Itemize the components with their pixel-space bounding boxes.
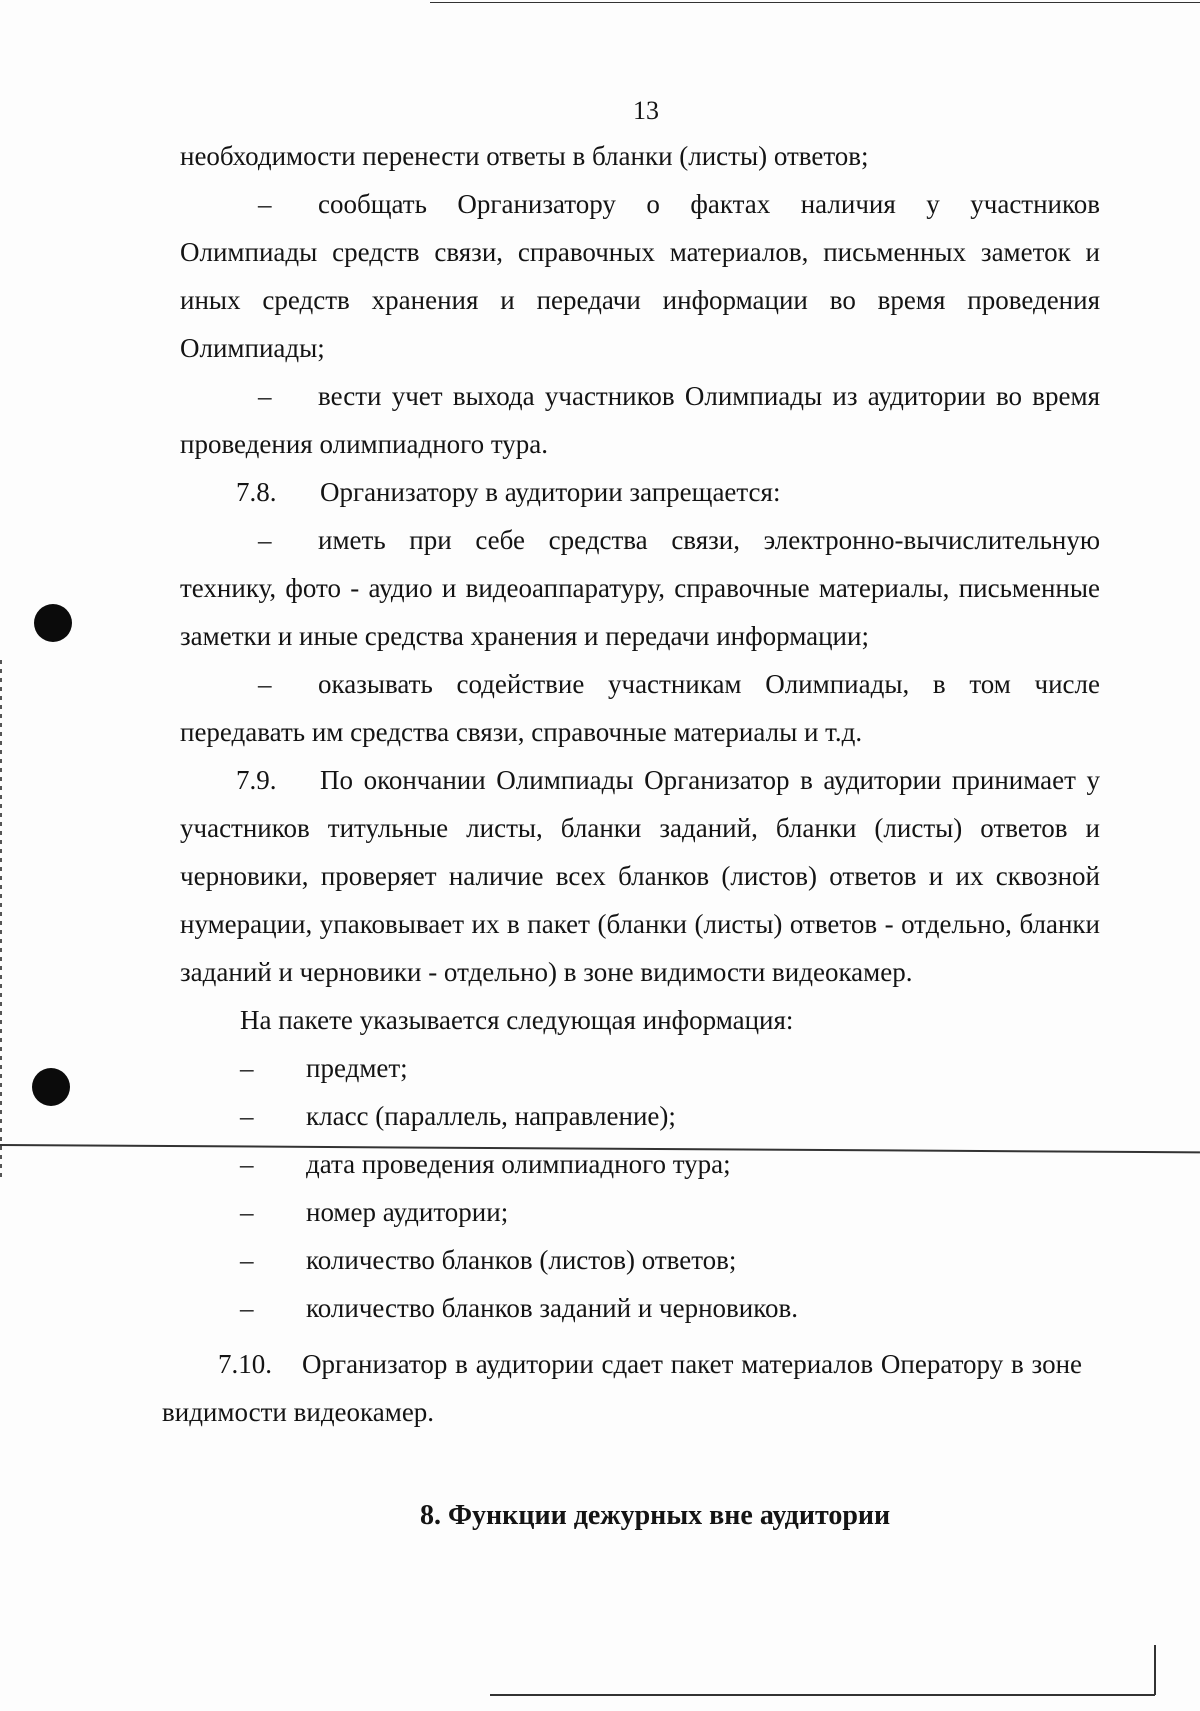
clause-number: 7.8. — [236, 477, 277, 507]
clause-text: Организатор в аудитории сдает пакет материалов Оператору в зоне видимости видеокамер. — [162, 1349, 1082, 1427]
punch-hole-lower — [32, 1068, 70, 1106]
scan-artifact-left-edge — [0, 660, 2, 1180]
list-item — [180, 516, 1100, 660]
package-list-item — [180, 1236, 1100, 1284]
clause-7-9 — [180, 756, 1100, 996]
package-item-text: количество бланков заданий и черновиков. — [306, 1293, 798, 1323]
dash-marker: – — [258, 381, 272, 411]
package-list-item — [180, 1044, 1100, 1092]
package-item-text: дата проведения олимпиадного тура; — [306, 1149, 731, 1179]
dash-marker: – — [258, 669, 272, 699]
package-list-item — [180, 1284, 1100, 1332]
clause-number: 7.10. — [218, 1349, 272, 1379]
dash-marker: – — [258, 189, 272, 219]
page-number: 13 — [633, 96, 659, 125]
scan-artifact-top-line — [430, 2, 1200, 3]
clause-text: По окончании Олимпиады Организатор в аудитории принимает у участников титульные листы, бланки заданий, бланки (листы) ответов и черновики, проверяет наличие всех бланков (листов) ответов и их сквозной нумерации, упаковывает их в пакет (бланки (листы) ответов - отдельно, бланки заданий и черновики - отдельно) в зоне видимости видеокамер. — [180, 765, 1100, 987]
package-intro: На пакете указывается следующая информация: — [240, 1005, 794, 1035]
package-list-item — [180, 1140, 1100, 1188]
main-text-block — [180, 132, 1100, 1332]
dash-marker: – — [258, 525, 272, 555]
scan-artifact-bottom-corner — [1154, 1645, 1156, 1695]
package-list-item — [180, 1092, 1100, 1140]
dash-marker: – — [240, 1293, 254, 1323]
clause-text: Организатору в аудитории запрещается: — [320, 477, 781, 507]
list-item — [180, 660, 1100, 756]
package-item-text: количество бланков (листов) ответов; — [306, 1245, 737, 1275]
package-list-item — [180, 1188, 1100, 1236]
dash-marker: – — [240, 1101, 254, 1131]
continuation-line: необходимости перенести ответы в бланки (листы) ответов; — [180, 141, 869, 171]
list-item-text: сообщать Организатору о фактах наличия у участников Олимпиады средств связи, справочных материалов, письменных заметок и иных средств хранения и передачи информации во время проведения Олимпиады; — [180, 189, 1100, 363]
list-item-text: вести учет выхода участников Олимпиады из аудитории во время проведения олимпиадного тура. — [180, 381, 1100, 459]
section-heading: 8. Функции дежурных вне аудитории — [420, 1500, 891, 1531]
dash-marker: – — [240, 1149, 254, 1179]
clause-number: 7.9. — [236, 765, 277, 795]
list-item-text: оказывать содействие участникам Олимпиады, в том числе передавать им средства связи, справочные материалы и т.д. — [180, 669, 1100, 747]
punch-hole-upper — [34, 604, 72, 642]
clause-7-10-block — [162, 1340, 1082, 1436]
scan-artifact-bottom-line — [490, 1694, 1155, 1696]
list-item — [180, 372, 1100, 468]
dash-marker: – — [240, 1197, 254, 1227]
package-item-text: номер аудитории; — [306, 1197, 509, 1227]
dash-marker: – — [240, 1053, 254, 1083]
package-item-text: класс (параллель, направление); — [306, 1101, 676, 1131]
package-item-text: предмет; — [306, 1053, 408, 1083]
clause-7-8 — [180, 468, 1100, 516]
list-item-text: иметь при себе средства связи, электронно-вычислительную технику, фото - аудио и видеоаппаратуру, справочные материалы, письменные заметки и иные средства хранения и передачи информации; — [180, 525, 1100, 651]
dash-marker: – — [240, 1245, 254, 1275]
clause-7-10 — [162, 1340, 1082, 1436]
list-item — [180, 180, 1100, 372]
